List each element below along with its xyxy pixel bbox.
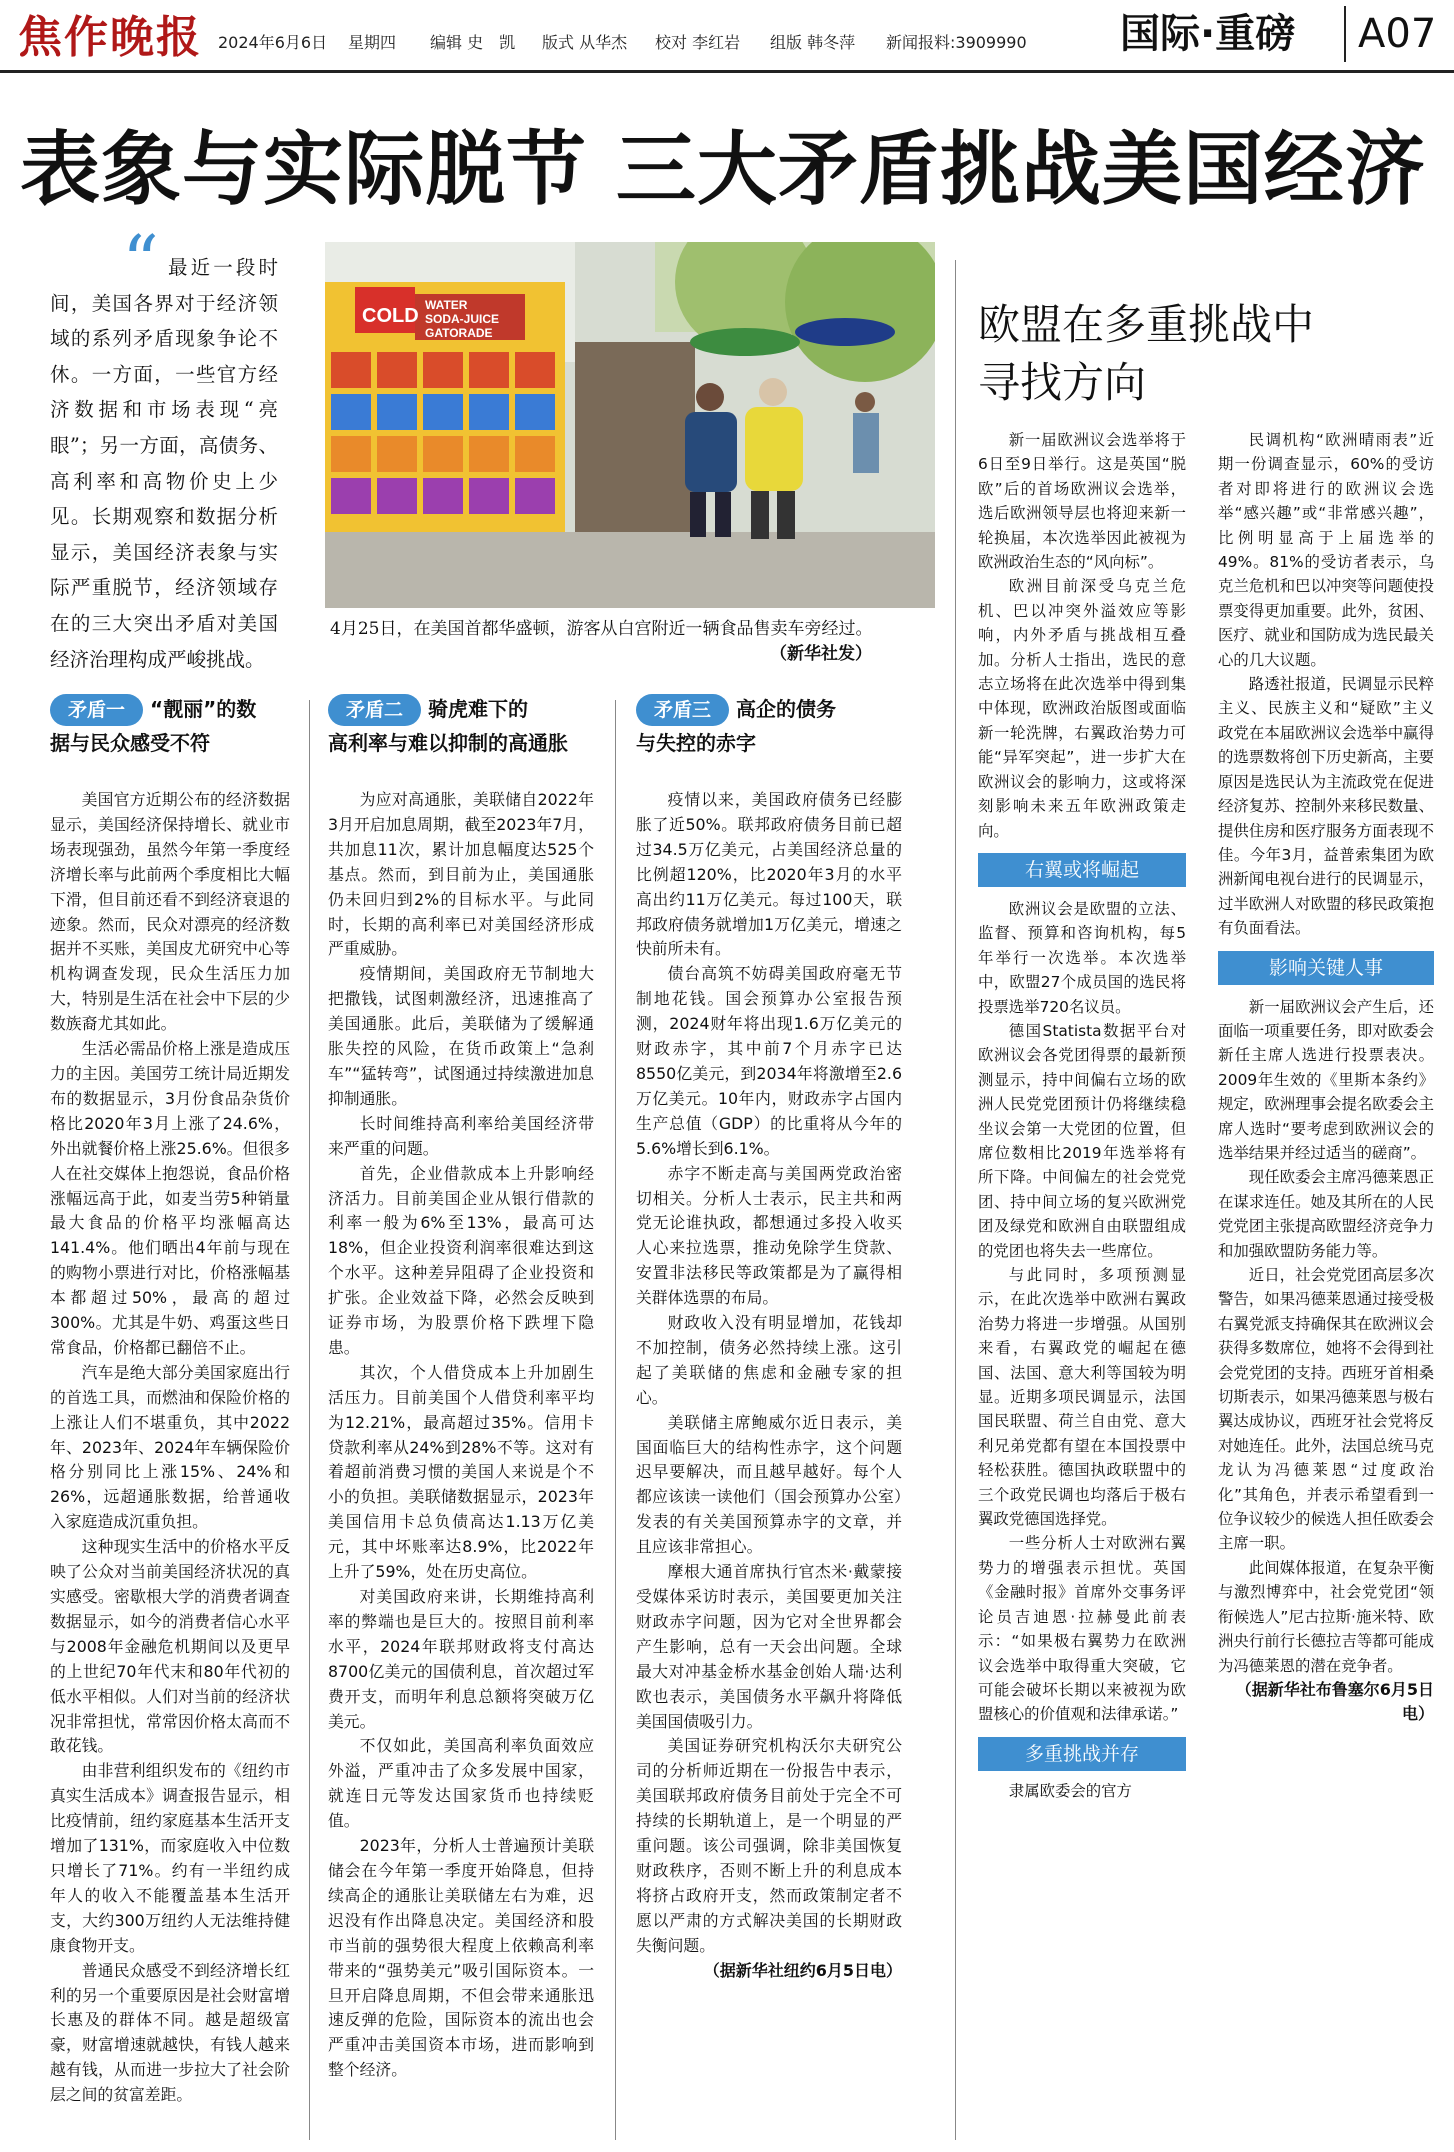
article-source: （据新华社纽约6月5日电）	[703, 1960, 902, 1980]
paragraph: 汽车是绝大部分美国家庭出行的首选工具，而燃油和保险价格的上涨让人们不堪重负，其中2022年、2023年、2024年车辆保险价格分别同比上涨15%、24%和26%，远超通胀数据，给普通收入家庭造成沉重负担。	[50, 1362, 290, 1532]
paragraph: 路透社报道，民调显示民粹主义、民族主义和“疑欧”主义政党在本届欧洲议会选举中赢得的选票数将创下历史新高，主要原因是选民认为主流政党在促进经济复苏、控制外来移民数量、提供住房和医疗服务方面表现不佳。今年3月，益普索集团为欧洲新闻电视台进行的民调显示，过半欧洲人对欧盟的移民政策抱有负面看法。	[1218, 675, 1434, 938]
column-title: 据与民众感受不符	[50, 731, 210, 755]
eu-subhead: 多重挑战并存	[978, 1737, 1186, 1771]
paragraph: 由非营利组织发布的《纽约市真实生活成本》调查报告显示，相比疫情前，纽约家庭基本生活开支增加了131%，而家庭收入中位数只增长了71%。约有一半纽约成年人的收入不能覆盖基本生活开支，大约300万纽约人无法维持健康食物开支。	[50, 1761, 290, 1955]
paragraph: 长时间维持高利率给美国经济带来严重的问题。	[328, 1113, 594, 1158]
sign-soda: SODA-JUICE	[425, 312, 500, 326]
paragraph: 欧洲议会是欧盟的立法、监督、预算和咨询机构，每5年举行一次选举。本次选举中，欧盟27个成员国的选民将投票选举720名议员。	[978, 899, 1186, 1016]
eu-column-1	[978, 428, 1186, 1803]
column-divider	[955, 260, 956, 2140]
sign-water: WATER	[425, 298, 468, 312]
newspaper-logo: 焦作晚报	[18, 12, 202, 63]
column-body-1	[50, 788, 290, 2108]
photo-caption: 4月25日，在美国首都华盛顿，游客从白宫附近一辆食品售卖车旁经过。	[330, 619, 873, 639]
column-body-2	[328, 788, 594, 2083]
proofreader-credit: 校对 李红岩	[655, 33, 741, 52]
paragraph: 与此同时，多项预测显示，在此次选举中欧洲右翼政治势力将进一步增强。从国别来看，右翼政党的崛起在德国、法国、意大利等国较为明显。近期多项民调显示，法国国民联盟、荷兰自由党、意大利兄弟党都有望在本国投票中轻松获胜。德国执政联盟中的三个政党民调也均落后于极右翼政党德国选择党。	[978, 1266, 1186, 1529]
quote-mark-icon: “	[122, 220, 159, 304]
article-source: （据新华社布鲁塞尔6月5日电）	[1235, 1679, 1434, 1724]
column-title: 高企的债务	[735, 697, 836, 721]
paragraph: 赤字不断走高与美国两党政治密切相关。分析人士表示，民主共和两党无论谁执政，都想通过多投入收买人心来拉选票，推动免除学生贷款、安置非法移民等政策都是为了赢得相关群体选票的布局。	[636, 1163, 902, 1308]
paragraph: 不仅如此，美国高利率负面效应外溢，严重冲击了众多发展中国家，就连日元等发达国家货币也持续贬值。	[328, 1736, 594, 1831]
paragraph: 新一届欧洲议会选举将于6日至9日举行。这是英国“脱欧”后的首场欧洲议会选举，选后欧洲领导层也将迎来新一轮换届，本次选举因此被视为欧洲政治生态的“风向标”。	[978, 431, 1186, 572]
eu-article-title	[978, 296, 1398, 412]
eu-title-line: 欧盟在多重挑战中	[978, 300, 1315, 349]
paragraph: 现任欧委会主席冯德莱恩正在谋求连任。她及其所在的人民党党团主张提高欧盟经济竞争力和加强欧盟防务能力等。	[1218, 1168, 1434, 1260]
news-hotline: 新闻报料:3909990	[886, 33, 1027, 52]
eu-subhead: 影响关键人事	[1218, 951, 1434, 985]
paragraph: 此间媒体报道，在复杂平衡与激烈博弈中，社会党党团“领衔候选人”尼古拉斯·施米特、欧洲央行前行长德拉吉等都可能成为冯德莱恩的潜在竞争者。	[1218, 1558, 1434, 1675]
main-headline: 表象与实际脱节 三大矛盾挑战美国经济	[20, 123, 1426, 216]
paragraph: 民调机构“欧洲晴雨表”近期一份调查显示，60%的受访者对即将进行的欧洲议会选举“感兴趣”或“非常感兴趣”，比例明显高于上届选举的49%。81%的受访者表示，乌克兰危机和巴以冲突等问题使投票变得更加重要。此外，贫困、医疗、就业和国防成为选民最关心的几大议题。	[1218, 431, 1434, 669]
page-number: A07	[1344, 6, 1436, 62]
section-name: 国际·重磅	[1120, 11, 1296, 57]
intro-lede: 最近一段时间，美国各界对于经济领域的系列矛盾现象争论不休。一方面，一些官方经济数据和市场表现“亮眼”；另一方面，高债务、高利率和高物价史上少见。长期观察和数据分析显示，美国经济表象与实际严重脱节，经济领域存在的三大突出矛盾对美国经济治理构成严峻挑战。	[50, 256, 278, 671]
column-title: 与失控的赤字	[636, 731, 756, 755]
paragraph: 债台高筑不妨碍美国政府毫无节制地花钱。国会预算办公室报告预测，2024财年将出现1.6万亿美元的财政赤字，其中前7个月赤字已达8550亿美元，到2034年将激增至2.6万亿美元。10年内，财政赤字占国内生产总值（GDP）的比重将从今年的5.6%增长到6.1%。	[636, 964, 902, 1158]
paragraph: 其次，个人借贷成本上升加剧生活压力。目前美国个人借贷利率平均为12.21%，最高超过35%。信用卡贷款利率从24%到28%不等。这对有着超前消费习惯的美国人来说是个不小的负担。美联储数据显示，2023年美国信用卡总负债高达1.13万亿美元，其中坏账率达8.9%，比2022年上升了59%，处在历史高位。	[328, 1362, 594, 1582]
editor-credit: 编辑 史 凯	[430, 33, 516, 52]
eu-title-line: 寻找方向	[978, 358, 1147, 407]
street-scene-illustration	[325, 242, 935, 608]
paragraph: 美国官方近期公布的经济数据显示，美国经济保持增长、就业市场表现强劲，虽然今年第一季度经济增长率与此前两个季度相比大幅下滑，但目前还看不到经济衰退的迹象。然而，民众对漂亮的经济数据并不买账，美国皮尤研究中心等机构调查发现，民众生活压力加大，特别是生活在社会中下层的少数族裔尤其如此。	[50, 790, 290, 1034]
contradiction-badge: 矛盾三	[636, 694, 729, 726]
column-head-3	[636, 692, 902, 760]
paragraph: 对美国政府来讲，长期维持高利率的弊端也是巨大的。按照目前利率水平，2024年联邦财政将支付高达8700亿美元的国债利息，首次超过军费开支，而明年利息总额将突破万亿美元。	[328, 1587, 594, 1731]
paragraph: 隶属欧委会的官方	[1008, 1781, 1132, 1800]
paragraph: 普通民众感受不到经济增长红利的另一个重要原因是社会财富增长惠及的群体不同。越是超级富豪，财富增速就越快，有钱人越来越有钱，从而进一步拉大了社会阶层之间的贫富差距。	[50, 1960, 290, 2105]
paragraph: 疫情以来，美国政府债务已经膨胀了近50%。联邦政府债务目前已超过34.5万亿美元，占美国经济总量的比例超120%，比2020年3月的水平高出约11万亿美元。每过100天，联邦政府债务就增加1万亿美元，增速之快前所未有。	[636, 790, 902, 959]
eu-subhead: 右翼或将崛起	[978, 853, 1186, 887]
paragraph: 美联储主席鲍威尔近日表示，美国面临巨大的结构性赤字，这个问题迟早要解决，而且越早越好。每个人都应该读一读他们（国会预算办公室）发表的有关美国预算赤字的文章，并且应该非常担心。	[636, 1412, 902, 1557]
issue-date: 2024年6月6日	[218, 33, 328, 52]
issue-weekday: 星期四	[348, 33, 397, 52]
paragraph: 首先，企业借款成本上升影响经济活力。目前美国企业从银行借款的利率一般为6%至13%，最高可达18%，但企业投资利润率很难达到这个水平。这种差异阻碍了企业投资和扩张。企业效益下降，必然会反映到证券市场，为股票价格下跌埋下隐患。	[328, 1163, 594, 1357]
sign-cold: COLD	[362, 305, 419, 327]
masthead	[0, 0, 1454, 80]
column-title: 骑虎难下的	[427, 697, 528, 721]
layout-credit: 组版 韩冬萍	[770, 33, 856, 52]
column-head-2	[328, 692, 594, 760]
news-photo	[325, 242, 935, 608]
paragraph: 生活必需品价格上涨是造成压力的主因。美国劳工统计局近期发布的数据显示，3月份食品杂货价格比2020年3月上涨了24.6%，外出就餐价格上涨25.6%。但很多人在社交媒体上抱怨说，食品价格涨幅远高于此，如麦当劳5种销量最大食品的价格平均涨幅高达141.4%。他们晒出4年前与现在的购物小票进行对比，价格涨幅基本都超过50%，最高的超过300%。尤其是牛奶、鸡蛋这些日常食品，价格都已翻倍不止。	[50, 1039, 290, 1357]
sign-gatorade: GATORADE	[425, 326, 493, 340]
paragraph: 近日，社会党党团高层多次警告，如果冯德莱恩通过接受极右翼党派支持确保其在欧洲议会获得多数席位，她将不会得到社会党党团的支持。西班牙首相桑切斯表示，如果冯德莱恩与极右翼达成协议，西班牙社会党将反对她连任。此外，法国总统马克龙认为冯德莱恩“过度政治化”其角色，并表示希望看到一位争议较少的候选人担任欧委会主席一职。	[1218, 1266, 1434, 1553]
paragraph: 疫情期间，美国政府无节制地大把撒钱，试图刺激经济，迅速推高了美国通胀。此后，美联储为了缓解通胀失控的风险，在货币政策上“急刹车”“猛转弯”，试图通过持续激进加息抑制通胀。	[328, 964, 594, 1108]
column-divider	[309, 700, 310, 2140]
paragraph: 新一届欧洲议会产生后，还面临一项重要任务，即对欧委会新任主席人选进行投票表决。2009年生效的《里斯本条约》规定，欧洲理事会提名欧委会主席人选时“要考虑到欧洲议会的选举结果并经过适当的磋商”。	[1218, 997, 1434, 1162]
contradiction-badge: 矛盾一	[50, 694, 143, 726]
paragraph: 欧洲目前深受乌克兰危机、巴以冲突外溢效应等影响，内外矛盾与挑战相互叠加。分析人士指出，选民的意志立场将在此次选举中得到集中体现，欧洲政治版图或面临新一轮洗牌，右翼政治势力可能“异军突起”，进一步扩大在欧洲议会的影响力，这或将深刻影响未来五年欧洲政策走向。	[978, 577, 1186, 840]
eu-column-2	[1218, 428, 1434, 1727]
column-title: “靓丽”的数	[149, 697, 257, 721]
paragraph: 摩根大通首席执行官杰米·戴蒙接受媒体采访时表示，美国要更加关注财政赤字问题，因为它对全世界都会产生影响，总有一天会出问题。全球最大对冲基金桥水基金创始人瑞·达利欧也表示，美国债务水平飙升将降低美国国债吸引力。	[636, 1562, 902, 1731]
paragraph: 美国证券研究机构沃尔夫研究公司的分析师近期在一份报告中表示，美国联邦政府债务目前处于完全不可持续的长期轨道上，是一个明显的严重问题。该公司强调，除非美国恢复财政秩序，否则不断上升的利息成本将挤占政府开支，然而政策制定者不愿以严肃的方式解决美国的长期财政失衡问题。	[636, 1736, 902, 1955]
paragraph: 德国Statista数据平台对欧洲议会各党团得票的最新预测显示，持中间偏右立场的欧洲人民党党团预计仍将继续稳坐议会第一大党团的位置，但席位数相比2019年选举将有所下降。中间偏左的社会党党团、持中间立场的复兴欧洲党团及绿党和欧洲自由联盟组成的党团也将失去一些席位。	[978, 1021, 1186, 1260]
column-body-3	[636, 788, 902, 1984]
designer-credit: 版式 从华杰	[542, 33, 628, 52]
column-head-1	[50, 692, 290, 760]
contradiction-badge: 矛盾二	[328, 694, 421, 726]
column-title: 高利率与难以抑制的高通胀	[328, 731, 568, 755]
column-divider	[615, 700, 616, 2140]
paragraph: 为应对高通胀，美联储自2022年3月开启加息周期，截至2023年7月，共加息11次，累计加息幅度达525个基点。然而，到目前为止，美国通胀仍未回归到2%的目标水平。与此同时，长期的高利率已对美国经济形成严重威胁。	[328, 790, 594, 959]
paragraph: 一些分析人士对欧洲右翼势力的增强表示担忧。英国《金融时报》首席外交事务评论员吉迪恩·拉赫曼此前表示：“如果极右翼势力在欧洲议会选举中取得重大突破，它可能会破坏长期以来被视为欧盟核心的价值观和法律承诺。”	[978, 1534, 1186, 1724]
paragraph: 2023年，分析人士普遍预计美联储会在今年第一季度开始降息，但持续高企的通胀让美联储左右为难，迟迟没有作出降息决定。美国经济和股市当前的强势很大程度上依赖高利率带来的“强势美元”吸引国际资本。一旦开启降息周期，不但会带来通胀迅速反弹的危险，国际资本的流出也会严重冲击美国资本市场，进而影响到整个经济。	[328, 1836, 594, 2080]
paragraph: 财政收入没有明显增加，花钱却不加控制，债务必然持续上涨。这引起了美联储的焦虑和金融专家的担心。	[636, 1313, 902, 1407]
photo-credit: （新华社发）	[770, 644, 872, 664]
masthead-rule	[0, 70, 1454, 73]
paragraph: 这种现实生活中的价格水平反映了公众对当前美国经济状况的真实感受。密歇根大学的消费者调查数据显示，如今的消费者信心水平与2008年金融危机期间以及更早的上世纪70年代末和80年代初的低水平相似。人们对当前的经济状况非常担忧，常常因价格太高而不敢花钱。	[50, 1537, 290, 1756]
